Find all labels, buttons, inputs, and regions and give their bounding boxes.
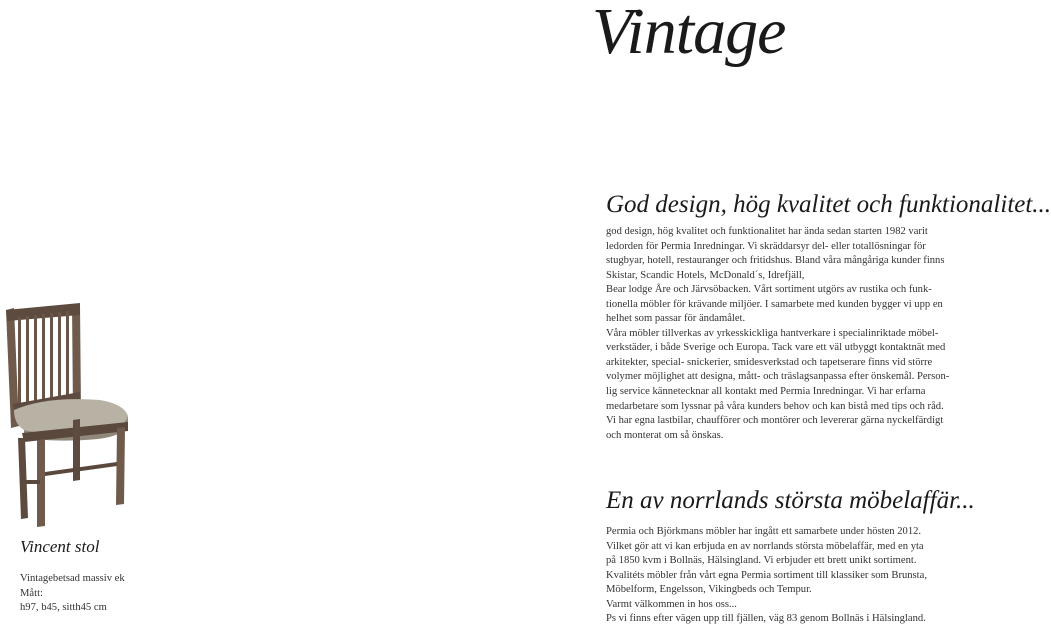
product-line: h97, b45, sitth45 cm <box>20 602 107 614</box>
section-heading-store: En av norrlands största möbelaffär... <box>606 487 975 514</box>
chair-stretcher-back <box>25 480 40 484</box>
product-name: Vincent stol <box>20 537 100 556</box>
body-line: helhet som passar för ändamålet. <box>606 313 746 325</box>
body-line: verkstäder, i både Sverige och Europa. Tack vare ett väl utbyggt kontaktnät med <box>606 342 946 354</box>
body-line: Möbelform, Engelsson, Vikingbeds och Tempur. <box>606 584 812 596</box>
page-title: Vintage <box>592 0 786 68</box>
body-line: Permia och Björkmans möbler har ingått ett samarbete under hösten 2012. <box>606 526 922 537</box>
product-line: Mått: <box>20 587 43 599</box>
body-line: god design, hög kvalitet och funktionalitet har ända sedan starten 1982 varit <box>606 226 928 237</box>
body-line: ledorden för Permia Inredningar. Vi skräddarsyr del- eller totallösningar för <box>606 240 926 252</box>
body-line: Bear lodge Åre och Järvsöbacken. Vårt sortiment utgörs av rustika och funk- <box>606 284 932 296</box>
body-line: tionella möbler för krävande miljöer. I samarbete med kunden bygger vi upp en <box>606 298 943 310</box>
body-line: medarbetare som lyssnar på våra kunders behov och kan bistå med tips och råd. <box>606 400 944 412</box>
chair-front-leg-right <box>116 427 125 505</box>
body-line: Ps vi finns efter vägen upp till fjällen, väg 83 genom Bollnäs i Hälsingland. <box>606 613 926 625</box>
chair-stretcher-side <box>45 462 117 476</box>
body-line: Våra möbler tillverkas av yrkesskickliga hantverkare i specialinriktade möbel- <box>606 327 939 339</box>
body-line: lig service kännetecknar all kontakt med Permia Inredningar. Vi har erfarna <box>606 386 926 398</box>
body-line: på 1850 kvm i Bollnäs, Hälsingland. Vi erbjuder ett brett unikt sortiment. <box>606 555 917 567</box>
product-description <box>20 572 125 616</box>
body-line: Varmt välkommen in hos oss... <box>606 598 737 610</box>
chair-back-slats <box>18 311 69 409</box>
body-line: Skistar, Scandic Hotels, McDonald´s, Idrefjäll, <box>606 269 805 281</box>
body-line: volymer möjlighet att designa, mått- och träslagsanpassa efter önskemål. Person- <box>606 371 950 383</box>
body-line: arkitekter, special- snickerier, smidesverkstad och tapetserare finns vid större <box>606 356 933 368</box>
section-body-store <box>606 525 946 627</box>
chair-icon <box>0 300 140 535</box>
chair-image <box>0 300 140 535</box>
body-line: Kvalitéts möbler från vårt egna Permia sortiment till klassiker som Brunsta, <box>606 569 927 581</box>
body-line: Vi har egna lastbilar, chaufförer och montörer och levererar gärna nyckelfärdigt <box>606 415 944 427</box>
body-line: stugbyar, hotell, restauranger och fritidshus. Bland våra mångåriga kunder finns <box>606 255 945 267</box>
body-line: Vilket gör att vi kan erbjuda en av norrlands största möbelaffär, med en yta <box>606 540 924 552</box>
section-body-design <box>606 225 950 443</box>
section-heading-design: God design, hög kvalitet och funktionalitet... <box>606 191 1051 218</box>
product-line: Vintagebetsad massiv ek <box>20 573 125 584</box>
chair-back-leg-left <box>18 438 28 519</box>
body-line: och monterat om så önskas. <box>606 429 724 441</box>
